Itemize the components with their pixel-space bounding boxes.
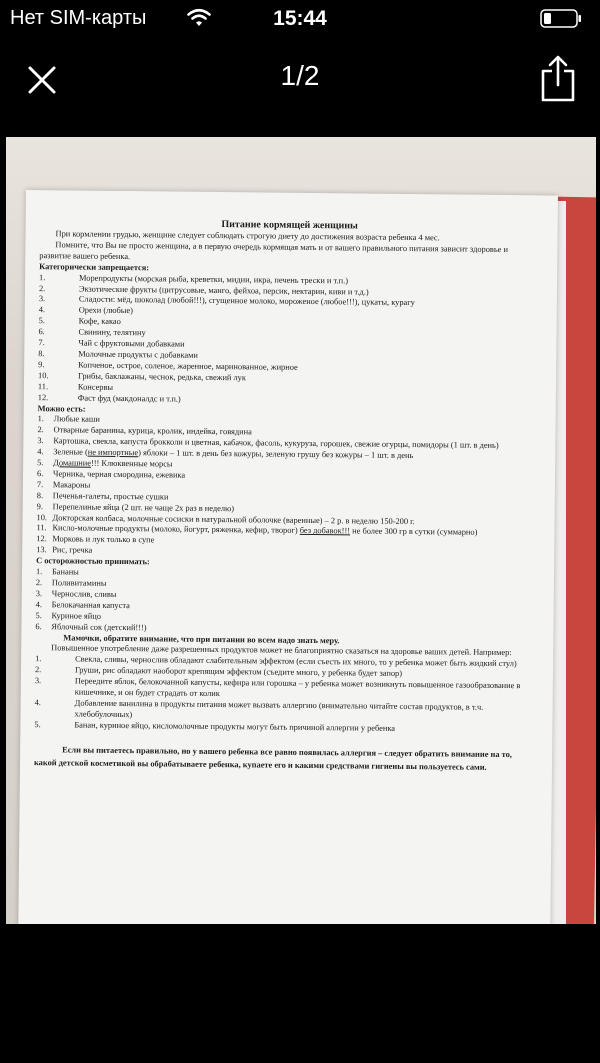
- item-number: 5.: [35, 610, 42, 620]
- item-number: 2.: [34, 665, 42, 675]
- item-text: Морепродукты (морская рыба, креветки, мидии, икра, печень трески и т.п.): [79, 273, 349, 286]
- forbidden-list: [38, 273, 539, 409]
- share-icon[interactable]: [537, 54, 579, 104]
- item-number: 12.: [36, 534, 47, 544]
- item-text: Свекла, сливы, чернослив обладают слабительным эффектом (если съесть их много, то у ребенка может быть жидкий стул): [75, 654, 517, 669]
- final-note: Если вы питаетесь правильно, но у вашего ребенка все равно появилась аллергия – следует обратить внимание на то, какой детской косметикой вы обрабатываете ребенка, купаете его и какими средствами гигиены вы пользуетесь сами.: [33, 745, 512, 772]
- carrier-label: Нет SIM-карты: [10, 7, 147, 29]
- item-text: Свинину, телятину: [78, 327, 146, 338]
- document-text: [34, 216, 540, 774]
- item-number: 10.: [38, 370, 49, 381]
- clock: 15:44: [273, 7, 327, 30]
- status-bar: [0, 0, 600, 38]
- careful-heading: С осторожностью принимать:: [36, 556, 150, 567]
- item-number: 6.: [36, 469, 44, 479]
- forbidden-heading: Категорически запрещается:: [39, 261, 150, 273]
- item-text: Грибы, баклажаны, чеснок, редька, свежий лук: [78, 371, 247, 383]
- item-text: Черника, черная смородина, ежевика: [52, 469, 186, 480]
- page-counter: 1/2: [280, 60, 320, 91]
- item-number: 2.: [37, 425, 44, 435]
- item-text: Молочные продукты с добавками: [78, 349, 198, 360]
- item-number: 9.: [36, 501, 44, 511]
- underlined-text: не импортные: [87, 447, 139, 458]
- item-number: 4.: [38, 305, 46, 315]
- item-text: Банан, куриное яйцо, кисломолочные продукты могут быть причиной аллергии у ребенка: [74, 720, 396, 733]
- item-number: 7.: [38, 338, 45, 348]
- item-number: 4.: [35, 599, 42, 610]
- item-text: Перепелиные яйца (2 шт. не чаще 2х раз в неделю): [52, 501, 235, 513]
- item-number: 4.: [34, 698, 41, 708]
- item-text: Макароны: [52, 480, 91, 490]
- item-number: 3.: [35, 589, 43, 599]
- item-text: Груши, рис обладают наоборот крепящим эффектом (съедите много, у ребенка будет запор): [74, 665, 403, 679]
- item-text: Яблочный сок (детский!!!): [51, 621, 147, 632]
- item-text: Докторская колбаса, молочные сосиски в натуральной оболочке (варенные) – 2 р. в неделю 150-200 г.: [52, 512, 415, 526]
- item-number: 7.: [36, 479, 44, 490]
- item-number: 3.: [38, 294, 46, 304]
- underlined-text: Домашние: [53, 458, 92, 468]
- intro-line: При кормлении грудью, женщине следует соблюдать строгую диету до достижения возраста ребенка 4 мес.: [55, 229, 440, 243]
- intro-line: Помните, что Вы не просто женщина, а в первую очередь кормящая мать и от вашего правильного питания зависит здоровье и развитие вашего ребенка.: [39, 240, 509, 261]
- item-text: Кисло-молочные продукты (молоко, йогурт, ряженка, кефир, творог) без добавок!!! не более 300 гр в сутки (суммарно): [52, 523, 478, 538]
- item-number: 6.: [35, 621, 42, 631]
- document-photo[interactable]: [6, 137, 596, 924]
- item-number: 1.: [35, 654, 42, 664]
- item-number: 9.: [38, 360, 45, 370]
- moms-heading: Мамочки, обратите внимание, что при питании во всем надо знать меру.: [63, 632, 340, 645]
- item-number: 5.: [37, 458, 44, 468]
- allowed-list: [36, 415, 537, 562]
- item-text: Домашние!!! Клюквенные морсы: [53, 458, 173, 469]
- underlined-text: без добавок!!!: [299, 526, 351, 536]
- item-text: Белокачанная капуста: [51, 600, 130, 610]
- item-number: 11.: [37, 381, 49, 391]
- item-text: Зеленые (не импортные) яблоки – 1 шт. в день без кожуры, зеленую грушу без кожуры – 1 шт. в день: [53, 447, 414, 461]
- item-text: Картошка, свекла, капуста брокколи и цветная, кабачок, фасоль, кукуруза, горошек, свежие огурцы, помидоры (1 шт. в день): [53, 436, 499, 451]
- item-text: Чернослив, сливы: [51, 589, 117, 599]
- allowed-heading: Можно есть:: [37, 403, 86, 414]
- item-number: 8.: [38, 349, 45, 359]
- item-number: 12.: [37, 392, 49, 402]
- item-text: Орехи (любые): [78, 305, 134, 316]
- item-text: Копченое, острое, соленое, жаренное, маринованное, жирное: [78, 360, 298, 372]
- item-number: 8.: [36, 490, 44, 500]
- item-text: Бананы: [51, 567, 79, 577]
- item-number: 2.: [35, 578, 43, 588]
- item-text: Консервы: [77, 382, 114, 392]
- item-text: Печенья-галеты, простые сушки: [52, 491, 169, 502]
- item-number: 1.: [37, 414, 44, 424]
- item-number: 1.: [39, 272, 46, 282]
- item-text: Куриное яйцо: [51, 611, 101, 621]
- item-number: 10.: [36, 512, 48, 522]
- item-number: 11.: [36, 523, 47, 533]
- item-text: Любые каши: [53, 414, 100, 425]
- battery-icon: [540, 9, 582, 28]
- item-text: Добавление ванилина в продукты питания может вызвать аллергию (внимательно читайте состав продуктов, в т.ч. хлебобулочных): [74, 698, 484, 720]
- item-number: 2.: [38, 283, 46, 293]
- item-number: 13.: [36, 545, 47, 555]
- item-text: Сладости: мёд, шоколад (любой!!!), сгущенное молоко, мороженое (любое!!!), цукаты, курагу: [78, 294, 415, 308]
- item-number: 5.: [34, 719, 41, 729]
- item-number: 5.: [38, 316, 45, 326]
- item-text: Отварные баранина, курица, кролик, индейка, говядина: [53, 425, 252, 437]
- item-text: Переедите яблок, белокочанной капусты, кефира или горошка – у ребенка может возникнуть повышенное газообразование в кишечнике, и он будет страдать от колик: [74, 676, 521, 699]
- item-text: Кофе, какао: [78, 316, 121, 327]
- item-text: Чай с фруктовыми добавками: [78, 338, 185, 349]
- item-text: Фаст фуд (макдоналдс и т.п.): [77, 393, 181, 404]
- item-number: 6.: [38, 327, 45, 337]
- item-text: Рис, гречка: [52, 545, 93, 555]
- item-number: 1.: [35, 567, 43, 577]
- item-text: Поливитамины: [51, 578, 107, 588]
- item-text: Экзотические фрукты (цитрусовые, манго, фейхоа, персик, нектарин, киви и т.д.): [78, 284, 369, 297]
- item-number: 3.: [37, 436, 44, 446]
- item-number: 4.: [37, 447, 44, 457]
- careful-list: [35, 567, 536, 638]
- document-title: Питание кормящей женщины: [221, 219, 358, 232]
- viewer-toolbar: [0, 44, 600, 114]
- paper-sheet: [18, 190, 558, 924]
- moms-text: Повышенное употребление даже разрешенных продуктов может не благоприятно сказаться на здоровье ваших детей. Например:: [51, 643, 512, 658]
- item-number: 3.: [34, 676, 42, 686]
- item-text: Морковь и лук только в супе: [52, 534, 155, 545]
- examples-list: [34, 654, 535, 736]
